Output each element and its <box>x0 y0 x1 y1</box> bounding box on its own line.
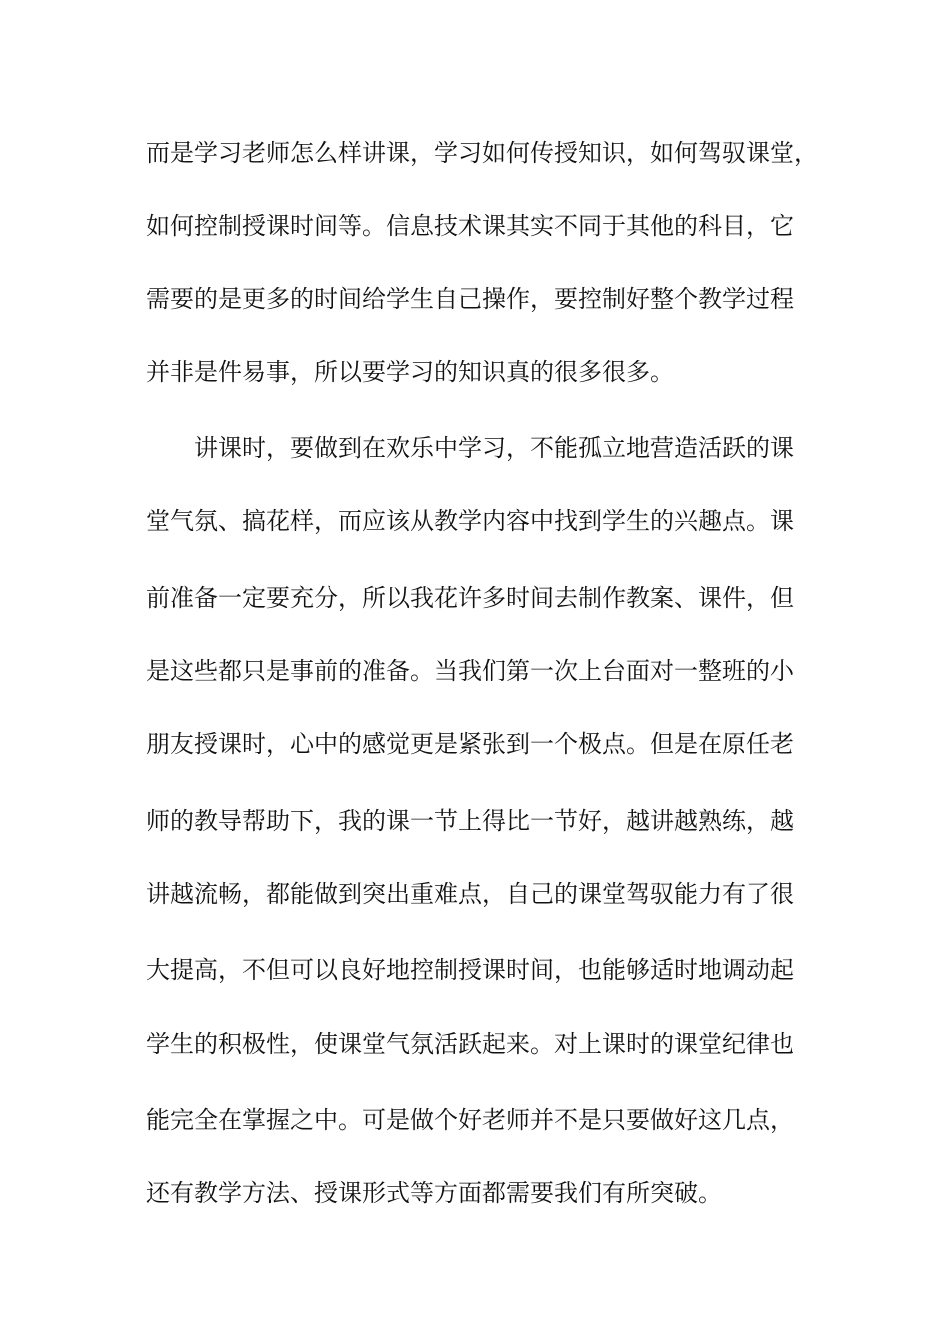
paragraph-2-line-7: 讲越流畅，都能做到突出重难点，自己的课堂驾驭能力有了很 <box>146 880 794 908</box>
paragraph-2-line-11: 还有教学方法、授课形式等方面都需要我们有所突破。 <box>146 1179 722 1207</box>
paragraph-1-line-4: 并非是件易事，所以要学习的知识真的很多很多。 <box>146 358 674 386</box>
paragraph-2-line-6: 师的教导帮助下，我的课一节上得比一节好，越讲越熟练，越 <box>146 807 794 835</box>
paragraph-2-line-8: 大提高，不但可以良好地控制授课时间，也能够适时地调动起 <box>146 956 794 984</box>
paragraph-2-line-10: 能完全在掌握之中。可是做个好老师并不是只要做好这几点， <box>146 1106 794 1134</box>
paragraph-2-line-1: 讲课时，要做到在欢乐中学习，不能孤立地营造活跃的课 <box>194 434 794 462</box>
paragraph-1-line-3: 需要的是更多的时间给学生自己操作，要控制好整个教学过程 <box>146 285 794 313</box>
paragraph-1-line-1: 而是学习老师怎么样讲课，学习如何传授知识，如何驾驭课堂， <box>146 139 818 167</box>
paragraph-2-line-4: 是这些都只是事前的准备。当我们第一次上台面对一整班的小 <box>146 657 794 685</box>
paragraph-2-line-2: 堂气氛、搞花样，而应该从教学内容中找到学生的兴趣点。课 <box>146 507 794 535</box>
paragraph-2-line-9: 学生的积极性，使课堂气氛活跃起来。对上课时的课堂纪律也 <box>146 1030 794 1058</box>
paragraph-1-line-2: 如何控制授课时间等。信息技术课其实不同于其他的科目，它 <box>146 212 794 240</box>
paragraph-2-line-5: 朋友授课时，心中的感觉更是紧张到一个极点。但是在原任老 <box>146 730 794 758</box>
paragraph-2-line-3: 前准备一定要充分，所以我花许多时间去制作教案、课件，但 <box>146 584 794 612</box>
